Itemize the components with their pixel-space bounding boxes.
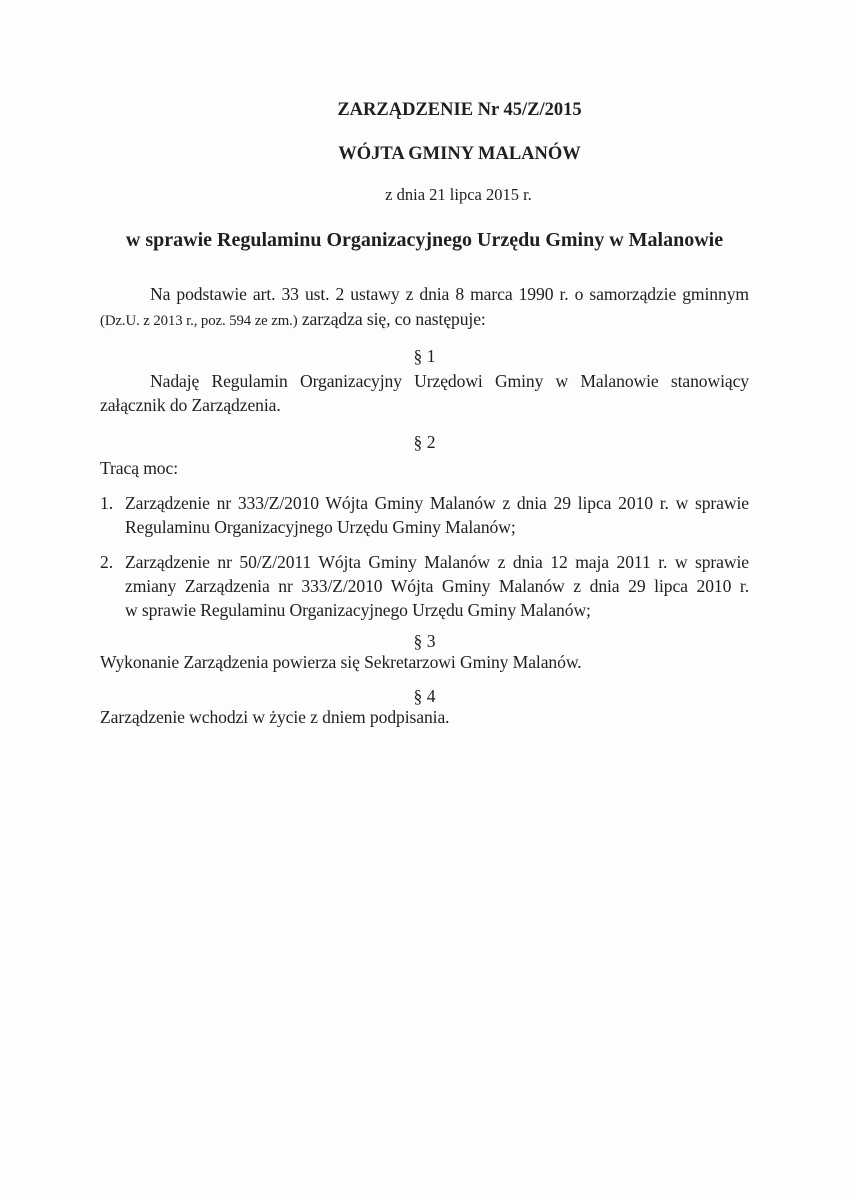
legal-basis-citation: (Dz.U. z 2013 r., poz. 594 ze zm.) bbox=[100, 313, 298, 329]
ordinance-issuer: WÓJTA GMINY MALANÓW bbox=[338, 144, 581, 164]
list-item-number: 1. bbox=[100, 493, 113, 513]
ordinance-title: ZARZĄDZENIE Nr 45/Z/2015 bbox=[337, 100, 582, 120]
section-2-mark: § 2 bbox=[413, 432, 436, 452]
section-4-text: Zarządzenie wchodzi w życie z dniem podpisania. bbox=[100, 707, 450, 727]
legal-basis-text-before: Na podstawie art. 33 ust. 2 ustawy z dnia 8 marca 1990 r. o samorządzie gminnym bbox=[150, 284, 749, 304]
list-item bbox=[100, 491, 749, 539]
list-item-text: Zarządzenie nr 333/Z/2010 Wójta Gminy Malanów z dnia 29 lipca 2010 r. w sprawie Regulaminu Organizacyjnego Urzędu Gminy Malanów; bbox=[125, 493, 749, 537]
list-item-text: Zarządzenie nr 50/Z/2011 Wójta Gminy Malanów z dnia 12 maja 2011 r. w sprawie zmiany Zarządzenia nr 333/Z/2010 Wójta Gminy Malanów z dnia 29 lipca 2010 r. w sprawie Regulaminu Organizacyjnego Urzędu Gminy Malanów; bbox=[125, 552, 749, 620]
ordinance-date: z dnia 21 lipca 2015 r. bbox=[385, 185, 532, 204]
section-1-text: Nadaję Regulamin Organizacyjny Urzędowi Gminy w Malanowie stanowiący załącznik do Zarządzenia. bbox=[100, 371, 749, 415]
list-item-number: 2. bbox=[100, 552, 113, 572]
legal-basis-text-after: zarządza się, co następuje: bbox=[297, 309, 486, 329]
ordinance-subject: w sprawie Regulaminu Organizacyjnego Urzędu Gminy w Malanowie bbox=[125, 229, 724, 251]
section-3-mark: § 3 bbox=[413, 631, 436, 651]
section-1-mark: § 1 bbox=[413, 346, 436, 366]
list-item bbox=[100, 550, 749, 622]
section-4-mark: § 4 bbox=[413, 686, 436, 706]
legal-basis-paragraph bbox=[100, 282, 749, 334]
section-3-text: Wykonanie Zarządzenia powierza się Sekretarzowi Gminy Malanów. bbox=[100, 652, 582, 672]
section-2-intro: Tracą moc: bbox=[100, 458, 178, 478]
